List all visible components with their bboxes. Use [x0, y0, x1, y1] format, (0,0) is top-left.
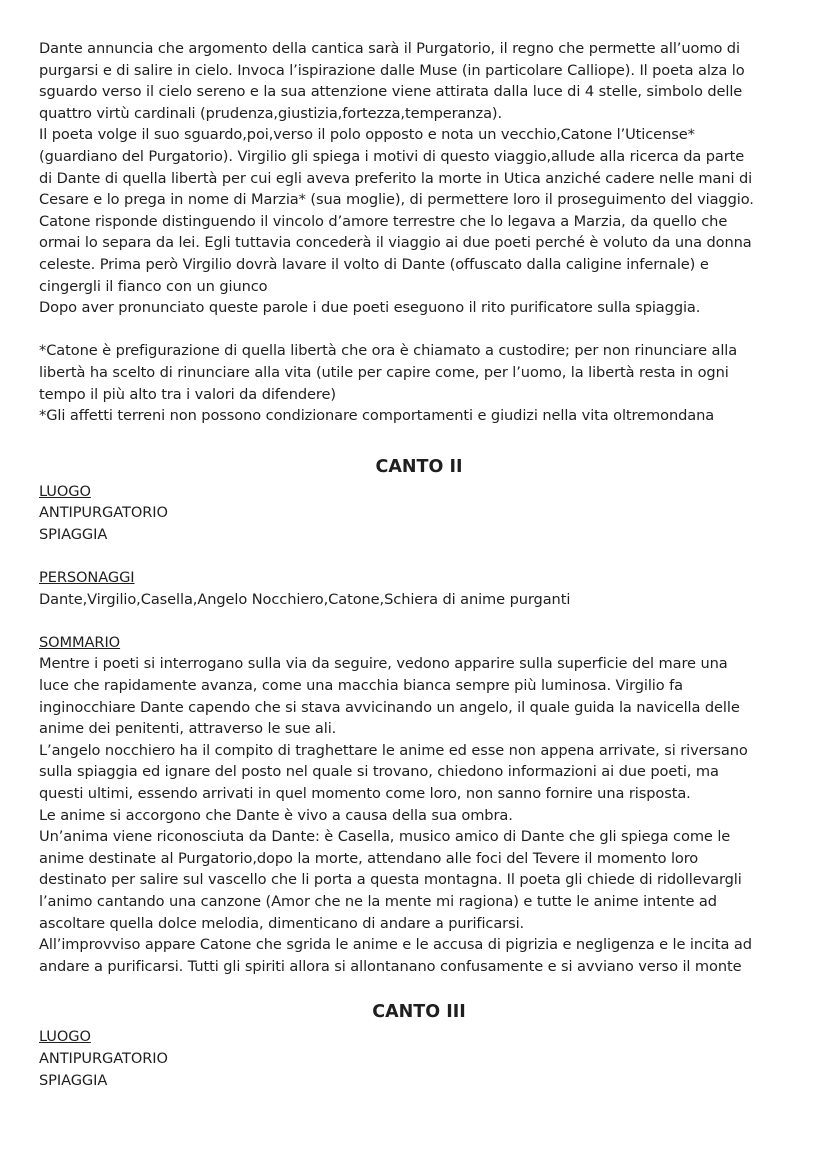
intro-paragraph-3: Dopo aver pronunciato queste parole i due poeti eseguono il rito purificatore sulla spiaggia. — [39, 299, 701, 317]
sommario-paragraph-2: L’angelo nocchiero ha il compito di traghettare le anime ed esse non appena arrivate, si riversano sulla spiaggia ed ignare del posto nel quale si trovano, chiedono informazioni ai due poeti, ma questi ultimi, essendo arrivati in quel momento come loro, non sanno fornire una risposta. — [39, 741, 748, 802]
canto-ii-section — [39, 481, 799, 978]
luogo-item: SPIAGGIA — [39, 525, 108, 543]
sommario-paragraph-5: All’improvviso appare Catone che sgrida le anime e le accusa di pigrizia e negligenza e le incita ad andare a purificarsi. Tutti gli spiriti allora si allontanano confusamente e si avviano verso il monte — [39, 936, 752, 975]
footnote-affetti: *Gli affetti terreni non possono condizionare comportamenti e giudizi nella vita oltremondana — [39, 407, 715, 425]
luogo-item: SPIAGGIA — [39, 1071, 108, 1089]
luogo-item: ANTIPURGATORIO — [39, 504, 168, 522]
intro-paragraph-2: Il poeta volge il suo sguardo,poi,verso il polo opposto e nota un vecchio,Catone l’Uticense* (guardiano del Purgatorio). Virgilio gli spiega i motivi di questo viaggio,allude alla ricerca da parte di Dante di quella libertà per cui egli aveva preferito la morte in Utica anziché cadere nelle mani di Cesare e lo prega in nome di Marzia* (sua moglie), di permettere loro il proseguimento del viaggio. Catone risponde distinguendo il vincolo d’amore terrestre che lo legava a Marzia, da quello che ormai lo separa da lei. Egli tuttavia concederà il viaggio ai due poeti perché è voluto da una donna celeste. Prima però Virgilio dovrà lavare il volto di Dante (offuscato dalla caligine infernale) e cingergli il fianco con un giunco — [39, 126, 754, 295]
canto-iii-title: CANTO III — [372, 1002, 466, 1023]
sommario-heading: SOMMARIO — [39, 633, 121, 651]
personaggi-list: Dante,Virgilio,Casella,Angelo Nocchiero,Catone,Schiera di anime purganti — [39, 590, 571, 608]
canto-iii-section — [39, 1026, 799, 1091]
sommario-paragraph-3: Le anime si accorgono che Dante è vivo a causa della sua ombra. — [39, 806, 513, 824]
canto-ii-title: CANTO II — [375, 456, 463, 477]
luogo-heading: LUOGO — [39, 482, 91, 500]
sommario-paragraph-1: Mentre i poeti si interrogano sulla via da seguire, vedono apparire sulla superficie del mare una luce che rapidamente avanza, come una macchia bianca sempre più luminosa. Virgilio fa inginocchiare Dante capendo che si stava avvicinando un angelo, il quale guida la navicella delle anime dei penitenti, attraverso le sue ali. — [39, 655, 740, 738]
luogo-heading: LUOGO — [39, 1028, 91, 1046]
intro-section — [39, 38, 799, 427]
footnote-catone: *Catone è prefigurazione di quella libertà che ora è chiamato a custodire; per non rinunciare alla libertà ha scelto di rinunciare alla vita (utile per capire come, per l’uomo, la libertà resta in ogni tempo il più alto tra i valori da difendere) — [39, 342, 738, 403]
personaggi-heading: PERSONAGGI — [39, 569, 135, 587]
sommario-paragraph-4: Un’anima viene riconosciuta da Dante: è Casella, musico amico di Dante che gli spiega come le anime destinate al Purgatorio,dopo la morte, attendano alle foci del Tevere il momento loro destinato per salire sul vascello che li porta a questa montagna. Il poeta gli chiede di ridollevargli l’animo cantando una canzone (Amor che ne la mente mi ragiona) e tutte le anime intente ad ascoltare quella dolce melodia, dimenticano di andare a purificarsi. — [39, 828, 742, 932]
luogo-item: ANTIPURGATORIO — [39, 1049, 168, 1067]
document-page — [39, 38, 799, 1091]
intro-paragraph-1: Dante annuncia che argomento della cantica sarà il Purgatorio, il regno che permette all’uomo di purgarsi e di salire in cielo. Invoca l’ispirazione dalle Muse (in particolare Calliope). Il poeta alza lo sguardo verso il cielo sereno e la sua attenzione viene attirata dalla luce di 4 stelle, simbolo delle quattro virtù cardinali (prudenza,giustizia,fortezza,temperanza). — [39, 40, 745, 122]
